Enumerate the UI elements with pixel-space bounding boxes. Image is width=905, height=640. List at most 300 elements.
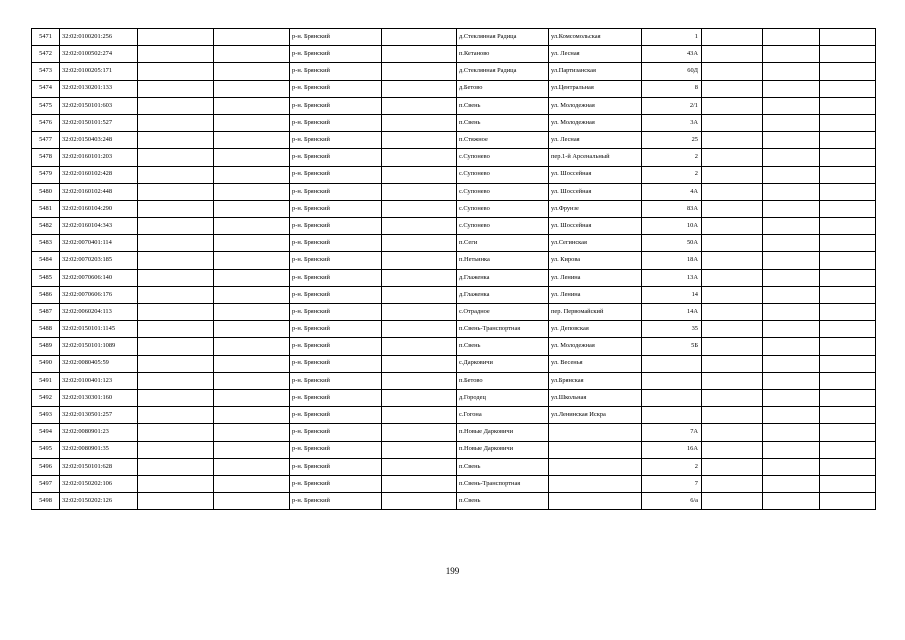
empty-cell xyxy=(763,235,820,252)
street-cell: ул. Молодежная xyxy=(549,114,642,131)
row-number-cell: 5489 xyxy=(32,338,60,355)
table-row xyxy=(32,407,876,424)
locality-cell: п.Кетаново xyxy=(457,46,549,63)
house-number-cell xyxy=(642,355,702,372)
street-cell: ул. Молодежная xyxy=(549,97,642,114)
street-cell: ул.Ленинская Искра xyxy=(549,407,642,424)
table-row xyxy=(32,441,876,458)
empty-cell xyxy=(382,389,457,406)
empty-cell xyxy=(763,269,820,286)
empty-cell xyxy=(820,80,876,97)
street-cell: ул. Шоссейная xyxy=(549,166,642,183)
empty-cell xyxy=(820,372,876,389)
table-row xyxy=(32,149,876,166)
empty-cell xyxy=(214,252,290,269)
locality-cell: п.Стяжное xyxy=(457,132,549,149)
district-cell: р-н. Брянский xyxy=(290,183,382,200)
row-number-cell: 5477 xyxy=(32,132,60,149)
empty-cell xyxy=(382,46,457,63)
empty-cell xyxy=(763,29,820,46)
empty-cell xyxy=(214,424,290,441)
house-number-cell: 60Д xyxy=(642,63,702,80)
empty-cell xyxy=(382,304,457,321)
empty-cell xyxy=(214,493,290,510)
empty-cell xyxy=(382,97,457,114)
empty-cell xyxy=(702,493,763,510)
table-row xyxy=(32,355,876,372)
empty-cell xyxy=(382,252,457,269)
empty-cell xyxy=(382,218,457,235)
street-cell: ул. Ленина xyxy=(549,269,642,286)
table-row xyxy=(32,321,876,338)
empty-cell xyxy=(763,149,820,166)
table-row xyxy=(32,389,876,406)
empty-cell xyxy=(382,355,457,372)
empty-cell xyxy=(382,183,457,200)
cadastral-number-cell: 32:02:0070606:140 xyxy=(60,269,138,286)
empty-cell xyxy=(820,46,876,63)
empty-cell xyxy=(138,97,214,114)
district-cell: р-н. Брянский xyxy=(290,372,382,389)
cadastral-number-cell: 32:02:0070203:185 xyxy=(60,252,138,269)
street-cell xyxy=(549,458,642,475)
table-row xyxy=(32,29,876,46)
table-row xyxy=(32,475,876,492)
empty-cell xyxy=(820,29,876,46)
district-cell: р-н. Брянский xyxy=(290,304,382,321)
empty-cell xyxy=(820,458,876,475)
house-number-cell: 1 xyxy=(642,29,702,46)
street-cell: ул.Центральная xyxy=(549,80,642,97)
cadastral-number-cell: 32:02:0070606:176 xyxy=(60,286,138,303)
empty-cell xyxy=(382,29,457,46)
cadastral-number-cell: 32:02:0150101:628 xyxy=(60,458,138,475)
locality-cell: с.Супонево xyxy=(457,200,549,217)
empty-cell xyxy=(382,493,457,510)
cadastral-number-cell: 32:02:0130201:133 xyxy=(60,80,138,97)
empty-cell xyxy=(138,29,214,46)
table-row xyxy=(32,493,876,510)
empty-cell xyxy=(702,29,763,46)
locality-cell: с.Отрадное xyxy=(457,304,549,321)
empty-cell xyxy=(763,97,820,114)
empty-cell xyxy=(763,441,820,458)
empty-cell xyxy=(214,97,290,114)
empty-cell xyxy=(138,424,214,441)
locality-cell: п.Свень xyxy=(457,114,549,131)
empty-cell xyxy=(138,458,214,475)
empty-cell xyxy=(702,200,763,217)
locality-cell: п.Свень xyxy=(457,458,549,475)
locality-cell: с.Супонево xyxy=(457,166,549,183)
street-cell: ул. Лесная xyxy=(549,132,642,149)
cadastral-number-cell: 32:02:0160101:203 xyxy=(60,149,138,166)
empty-cell xyxy=(214,166,290,183)
empty-cell xyxy=(138,235,214,252)
locality-cell: п.Свень-Транспортная xyxy=(457,475,549,492)
locality-cell: п.Нетьинка xyxy=(457,252,549,269)
empty-cell xyxy=(382,80,457,97)
empty-cell xyxy=(763,321,820,338)
empty-cell xyxy=(382,63,457,80)
empty-cell xyxy=(702,424,763,441)
empty-cell xyxy=(138,46,214,63)
row-number-cell: 5476 xyxy=(32,114,60,131)
empty-cell xyxy=(382,200,457,217)
empty-cell xyxy=(702,286,763,303)
empty-cell xyxy=(820,269,876,286)
empty-cell xyxy=(702,389,763,406)
district-cell: р-н. Брянский xyxy=(290,321,382,338)
district-cell: р-н. Брянский xyxy=(290,29,382,46)
property-table xyxy=(31,28,876,510)
row-number-cell: 5497 xyxy=(32,475,60,492)
locality-cell: п.Бетово xyxy=(457,372,549,389)
house-number-cell: 50А xyxy=(642,235,702,252)
table-row xyxy=(32,97,876,114)
empty-cell xyxy=(702,183,763,200)
street-cell: ул. Лесная xyxy=(549,46,642,63)
district-cell: р-н. Брянский xyxy=(290,338,382,355)
house-number-cell: 7А xyxy=(642,424,702,441)
empty-cell xyxy=(702,132,763,149)
empty-cell xyxy=(702,166,763,183)
row-number-cell: 5492 xyxy=(32,389,60,406)
empty-cell xyxy=(382,407,457,424)
empty-cell xyxy=(138,389,214,406)
row-number-cell: 5474 xyxy=(32,80,60,97)
empty-cell xyxy=(214,389,290,406)
empty-cell xyxy=(214,355,290,372)
house-number-cell: 25 xyxy=(642,132,702,149)
empty-cell xyxy=(763,63,820,80)
empty-cell xyxy=(214,29,290,46)
locality-cell: с.Гогона xyxy=(457,407,549,424)
street-cell xyxy=(549,475,642,492)
row-number-cell: 5473 xyxy=(32,63,60,80)
cadastral-number-cell: 32:02:0160102:428 xyxy=(60,166,138,183)
empty-cell xyxy=(214,80,290,97)
empty-cell xyxy=(763,114,820,131)
locality-cell: с.Дарковичи xyxy=(457,355,549,372)
empty-cell xyxy=(382,458,457,475)
empty-cell xyxy=(820,166,876,183)
empty-cell xyxy=(820,441,876,458)
table-row xyxy=(32,200,876,217)
house-number-cell: 4А xyxy=(642,183,702,200)
house-number-cell: 2 xyxy=(642,458,702,475)
row-number-cell: 5495 xyxy=(32,441,60,458)
table-row xyxy=(32,372,876,389)
empty-cell xyxy=(763,200,820,217)
street-cell: ул. Шоссейная xyxy=(549,183,642,200)
row-number-cell: 5498 xyxy=(32,493,60,510)
row-number-cell: 5472 xyxy=(32,46,60,63)
empty-cell xyxy=(820,321,876,338)
row-number-cell: 5491 xyxy=(32,372,60,389)
cadastral-number-cell: 32:02:0100205:171 xyxy=(60,63,138,80)
empty-cell xyxy=(214,46,290,63)
cadastral-number-cell: 32:02:0150101:527 xyxy=(60,114,138,131)
empty-cell xyxy=(763,166,820,183)
empty-cell xyxy=(702,63,763,80)
empty-cell xyxy=(138,80,214,97)
street-cell xyxy=(549,493,642,510)
house-number-cell xyxy=(642,407,702,424)
street-cell: ул.Брянская xyxy=(549,372,642,389)
locality-cell: д.Стеклянная Радица xyxy=(457,29,549,46)
cadastral-number-cell: 32:02:0150101:1089 xyxy=(60,338,138,355)
street-cell: ул. Ленина xyxy=(549,286,642,303)
district-cell: р-н. Брянский xyxy=(290,475,382,492)
empty-cell xyxy=(214,321,290,338)
empty-cell xyxy=(702,355,763,372)
empty-cell xyxy=(138,269,214,286)
street-cell: ул. Деповская xyxy=(549,321,642,338)
empty-cell xyxy=(702,407,763,424)
house-number-cell: 13А xyxy=(642,269,702,286)
empty-cell xyxy=(820,114,876,131)
row-number-cell: 5494 xyxy=(32,424,60,441)
table-row xyxy=(32,338,876,355)
empty-cell xyxy=(138,252,214,269)
empty-cell xyxy=(214,132,290,149)
empty-cell xyxy=(820,304,876,321)
locality-cell: п.Сеги xyxy=(457,235,549,252)
cadastral-number-cell: 32:02:0080901:35 xyxy=(60,441,138,458)
locality-cell: с.Супонево xyxy=(457,149,549,166)
empty-cell xyxy=(138,286,214,303)
row-number-cell: 5493 xyxy=(32,407,60,424)
empty-cell xyxy=(214,114,290,131)
empty-cell xyxy=(702,97,763,114)
district-cell: р-н. Брянский xyxy=(290,424,382,441)
row-number-cell: 5487 xyxy=(32,304,60,321)
row-number-cell: 5481 xyxy=(32,200,60,217)
empty-cell xyxy=(214,441,290,458)
street-cell: ул.Партизанская xyxy=(549,63,642,80)
empty-cell xyxy=(214,407,290,424)
empty-cell xyxy=(382,321,457,338)
row-number-cell: 5484 xyxy=(32,252,60,269)
empty-cell xyxy=(702,338,763,355)
table-row xyxy=(32,183,876,200)
cadastral-number-cell: 32:02:0150101:603 xyxy=(60,97,138,114)
table-row xyxy=(32,63,876,80)
empty-cell xyxy=(382,441,457,458)
house-number-cell: 2 xyxy=(642,149,702,166)
district-cell: р-н. Брянский xyxy=(290,200,382,217)
row-number-cell: 5471 xyxy=(32,29,60,46)
cadastral-number-cell: 32:02:0150202:126 xyxy=(60,493,138,510)
table-row xyxy=(32,166,876,183)
row-number-cell: 5479 xyxy=(32,166,60,183)
empty-cell xyxy=(763,493,820,510)
empty-cell xyxy=(702,458,763,475)
empty-cell xyxy=(214,183,290,200)
street-cell: ул.Школьная xyxy=(549,389,642,406)
district-cell: р-н. Брянский xyxy=(290,252,382,269)
district-cell: р-н. Брянский xyxy=(290,97,382,114)
row-number-cell: 5496 xyxy=(32,458,60,475)
house-number-cell: 14 xyxy=(642,286,702,303)
empty-cell xyxy=(214,304,290,321)
house-number-cell: 10А xyxy=(642,218,702,235)
locality-cell: п.Свень xyxy=(457,97,549,114)
empty-cell xyxy=(138,372,214,389)
row-number-cell: 5488 xyxy=(32,321,60,338)
empty-cell xyxy=(820,424,876,441)
cadastral-number-cell: 32:02:0100201:256 xyxy=(60,29,138,46)
empty-cell xyxy=(820,252,876,269)
cadastral-number-cell: 32:02:0150202:106 xyxy=(60,475,138,492)
empty-cell xyxy=(820,200,876,217)
district-cell: р-н. Брянский xyxy=(290,441,382,458)
street-cell: ул.Комсомольская xyxy=(549,29,642,46)
empty-cell xyxy=(138,407,214,424)
empty-cell xyxy=(138,114,214,131)
empty-cell xyxy=(214,269,290,286)
house-number-cell xyxy=(642,372,702,389)
empty-cell xyxy=(763,132,820,149)
district-cell: р-н. Брянский xyxy=(290,114,382,131)
table-row xyxy=(32,304,876,321)
empty-cell xyxy=(702,80,763,97)
house-number-cell: 3А xyxy=(642,114,702,131)
empty-cell xyxy=(382,149,457,166)
locality-cell: д.Стеклянная Радица xyxy=(457,63,549,80)
locality-cell: с.Супонево xyxy=(457,218,549,235)
cadastral-number-cell: 32:02:0060204:113 xyxy=(60,304,138,321)
empty-cell xyxy=(820,493,876,510)
empty-cell xyxy=(820,63,876,80)
empty-cell xyxy=(138,338,214,355)
house-number-cell: 16А xyxy=(642,441,702,458)
table-row xyxy=(32,235,876,252)
empty-cell xyxy=(382,114,457,131)
house-number-cell: 83А xyxy=(642,200,702,217)
table-row xyxy=(32,132,876,149)
empty-cell xyxy=(138,183,214,200)
street-cell: ул. Шоссейная xyxy=(549,218,642,235)
house-number-cell: 5Б xyxy=(642,338,702,355)
empty-cell xyxy=(763,218,820,235)
empty-cell xyxy=(763,475,820,492)
locality-cell: д.Глаженка xyxy=(457,269,549,286)
empty-cell xyxy=(820,355,876,372)
empty-cell xyxy=(382,424,457,441)
locality-cell: д.Городец xyxy=(457,389,549,406)
district-cell: р-н. Брянский xyxy=(290,458,382,475)
empty-cell xyxy=(702,114,763,131)
house-number-cell: 6/а xyxy=(642,493,702,510)
empty-cell xyxy=(382,286,457,303)
table-row xyxy=(32,269,876,286)
house-number-cell: 2/1 xyxy=(642,97,702,114)
district-cell: р-н. Брянский xyxy=(290,149,382,166)
table-row xyxy=(32,46,876,63)
district-cell: р-н. Брянский xyxy=(290,355,382,372)
district-cell: р-н. Брянский xyxy=(290,218,382,235)
street-cell: ул.Сегинская xyxy=(549,235,642,252)
empty-cell xyxy=(702,441,763,458)
street-cell xyxy=(549,424,642,441)
house-number-cell xyxy=(642,389,702,406)
house-number-cell: 18А xyxy=(642,252,702,269)
house-number-cell: 35 xyxy=(642,321,702,338)
empty-cell xyxy=(138,475,214,492)
row-number-cell: 5475 xyxy=(32,97,60,114)
row-number-cell: 5480 xyxy=(32,183,60,200)
locality-cell: п.Свень xyxy=(457,338,549,355)
empty-cell xyxy=(763,458,820,475)
street-cell: ул. Молодежная xyxy=(549,338,642,355)
empty-cell xyxy=(138,441,214,458)
table-body xyxy=(32,29,876,510)
empty-cell xyxy=(763,46,820,63)
district-cell: р-н. Брянский xyxy=(290,407,382,424)
house-number-cell: 7 xyxy=(642,475,702,492)
street-cell: ул.Фрунзе xyxy=(549,200,642,217)
empty-cell xyxy=(214,475,290,492)
district-cell: р-н. Брянский xyxy=(290,286,382,303)
empty-cell xyxy=(820,132,876,149)
empty-cell xyxy=(138,493,214,510)
district-cell: р-н. Брянский xyxy=(290,63,382,80)
street-cell: ул. Кирова xyxy=(549,252,642,269)
empty-cell xyxy=(214,286,290,303)
house-number-cell: 2 xyxy=(642,166,702,183)
house-number-cell: 43А xyxy=(642,46,702,63)
cadastral-number-cell: 32:02:0080405:59 xyxy=(60,355,138,372)
empty-cell xyxy=(702,372,763,389)
empty-cell xyxy=(138,304,214,321)
street-cell: пер.1-й Арсенальный xyxy=(549,149,642,166)
empty-cell xyxy=(138,149,214,166)
empty-cell xyxy=(382,475,457,492)
empty-cell xyxy=(820,235,876,252)
empty-cell xyxy=(820,338,876,355)
row-number-cell: 5486 xyxy=(32,286,60,303)
cadastral-number-cell: 32:02:0080901:23 xyxy=(60,424,138,441)
locality-cell: п.Свень-Транспортная xyxy=(457,321,549,338)
empty-cell xyxy=(702,46,763,63)
empty-cell xyxy=(214,200,290,217)
empty-cell xyxy=(138,200,214,217)
row-number-cell: 5478 xyxy=(32,149,60,166)
empty-cell xyxy=(763,424,820,441)
cadastral-number-cell: 32:02:0100502:274 xyxy=(60,46,138,63)
table-row xyxy=(32,252,876,269)
empty-cell xyxy=(820,475,876,492)
empty-cell xyxy=(214,149,290,166)
empty-cell xyxy=(763,355,820,372)
empty-cell xyxy=(820,407,876,424)
table-row xyxy=(32,114,876,131)
empty-cell xyxy=(702,475,763,492)
empty-cell xyxy=(820,149,876,166)
cadastral-number-cell: 32:02:0150101:1145 xyxy=(60,321,138,338)
district-cell: р-н. Брянский xyxy=(290,132,382,149)
empty-cell xyxy=(138,321,214,338)
empty-cell xyxy=(820,389,876,406)
row-number-cell: 5490 xyxy=(32,355,60,372)
empty-cell xyxy=(820,97,876,114)
table-row xyxy=(32,286,876,303)
empty-cell xyxy=(763,407,820,424)
street-cell: ул. Весенья xyxy=(549,355,642,372)
locality-cell: д.Бетово xyxy=(457,80,549,97)
